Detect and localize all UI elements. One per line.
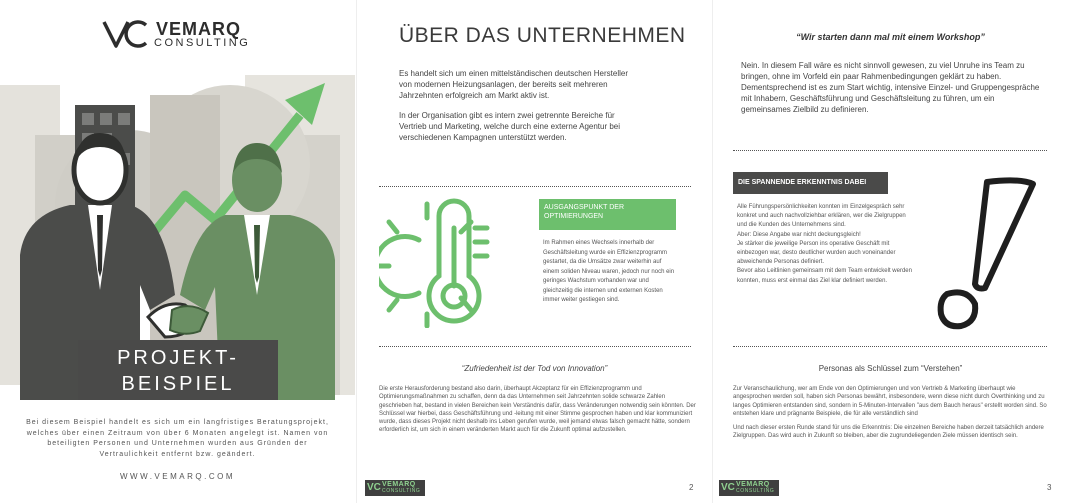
- title-line-2: BEISPIEL: [121, 373, 235, 395]
- insight-line: Bevor also Leitlinien gemeinsam mit dem Team entwickelt werden konnten, muss erst einmal das Ziel klar definiert werden.: [737, 268, 912, 284]
- intro-paragraph: In der Organisation gibt es intern zwei getrennte Bereiche für Vertrieb und Marketing, welche durch eine externe Agentur bei verschiedenen Kampagnen unterstützt werden.: [399, 111, 621, 142]
- quote: “Zufriedenheit ist der Tod von Innovation”: [461, 364, 608, 373]
- starting-point-label: AUSGANGSPUNKT DER OPTIMIERUNGEN: [539, 199, 676, 230]
- project-title-box: [78, 340, 278, 400]
- page-number: 3: [1047, 483, 1052, 492]
- insight-line: Aber: Diese Angabe war nicht deckungsgleich!: [737, 231, 861, 238]
- logo-name: VEMARQ: [156, 19, 242, 39]
- dotted-divider: [733, 346, 1047, 347]
- body-text: Die erste Herausforderung bestand also darin, überhaupt Akzeptanz für ein Effizienzprogramm und Optimierungsmaßnahmen zu schaffen, denn da das Unternehmen seit Jahrzehnten solide schwarze Zahlen geschrieben hat, bestand in vielen Bereichen kein Verständnis dafür, dass Veränderungen notwendig sein könnten. Der Schlüssel war hierbei, dass Geschäftsführung und -leitung mit einer Stimme gesprochen haben und klar kommuniziert wurde, dass dieses Projekt nicht deshalb ins Leben gerufen wurde, weil jemand etwas falsch gemacht hätte, sondern erforderlich ist, um sich in einem veränderten Markt auch für die Zukunft optimal aufzustellen.: [379, 386, 696, 434]
- dotted-divider: [379, 346, 691, 347]
- vemarq-logo-mark: VC: [367, 482, 381, 493]
- workshop-heading: “Wir starten dann mal mit einem Workshop”: [796, 32, 985, 42]
- body-paragraph: Zur Veranschaulichung, wer am Ende von den Optimierungen und von Vertrieb & Marketing überhaupt wie angesprochen werden soll, haben sich Personas bewährt, insbesondere, wenn diese nicht durch Overthinking und zu langes Optimieren entstanden sind, sondern in 5-Minuten-Intervallen "aus dem Bauch heraus" erstellt worden sind. So entstehen klare und prägnante Beispiele, die für alle verständlich sind: [733, 386, 1047, 417]
- footer-logo-name: VEMARQ: [382, 481, 416, 488]
- footer-logo-name: VEMARQ: [736, 481, 770, 488]
- page-2: [356, 0, 711, 503]
- workshop-intro: [741, 60, 1046, 115]
- exclamation-mark-icon: [925, 176, 1045, 336]
- body-paragraph: Und nach dieser ersten Runde stand für uns die Erkenntnis: Die einzelnen Bereiche haben derzeit tatsächlich andere Zielgruppen. Das wird auch in Zukunft so bleiben, aber die zugrundeliegenden Ziele müssen identisch sein.: [733, 425, 1044, 440]
- personas-heading: Personas als Schlüssel zum “Verstehen”: [818, 364, 963, 373]
- insight-line: Alle Führungspersönlichkeiten konnten im Einzelgespräch sehr konkret und auch nachvollziehbar erklären, wer die Zielgruppen und die Kunden des Unternehmens sind.: [737, 204, 906, 229]
- thermometer-sun-icon: [379, 198, 519, 328]
- intro-paragraph: Es handelt sich um einen mittelständischen deutschen Hersteller von modernen Heizungsanlagen, der bereits seit mehreren Jahrzehnten erfolgreich am Markt aktiv ist.: [399, 69, 629, 100]
- dotted-divider: [733, 150, 1047, 151]
- insight-line: Je stärker die jeweilige Person ins operative Geschäft mit einbezogen war, desto deutlicher wurden auch voneinander abweichende Personas definiert.: [737, 240, 896, 266]
- footer-logo-subtitle: CONSULTING: [382, 488, 421, 494]
- website-url[interactable]: WWW.VEMARQ.COM: [120, 472, 235, 481]
- body-text: [733, 385, 1055, 447]
- page-title: ÜBER DAS UNTERNEHMEN: [399, 24, 686, 47]
- vemarq-logo-mark: [100, 16, 152, 52]
- intro-paragraph: Nein. In diesem Fall wäre es nicht sinnvoll gewesen, zu viel Unruhe ins Team zu bringen, ohne im Vorfeld ein paar Rahmenbedingungen geklärt zu haben.: [741, 61, 1025, 81]
- footer-logo-subtitle: CONSULTING: [736, 488, 775, 494]
- title-line-1: PROJEKT-: [117, 347, 239, 369]
- page-number: 2: [689, 483, 694, 492]
- page-3: [712, 0, 1067, 503]
- page-1-cover: [0, 0, 355, 503]
- starting-point-text: Im Rahmen eines Wechsels innerhalb der Geschäftsleitung wurde ein Effizienzprogramm gestartet, da die Umsätze zwar weiterhin auf einem soliden Niveau waren, jedoch nur noch ein geringes Wachstum vorhanden war und gleichzeitig die internen und externen Kosten immer weiter gestiegen sind.: [543, 240, 675, 303]
- vemarq-logo-mark: VC: [721, 482, 735, 493]
- insight-text: [737, 203, 917, 286]
- insight-label: DIE SPANNENDE ERKENNTNIS DABEI: [733, 172, 888, 194]
- logo-subtitle: CONSULTING: [154, 37, 251, 49]
- cover-description: Bei diesem Beispiel handelt es sich um ein langfristiges Beratungsprojekt, welches über einen Zeitraum von über 6 Monaten angelegt ist. Namen von beteiligten Personen und Unternehmen wurden aus Gründen der Vertraulichkeit entfernt bzw. geändert.: [26, 419, 329, 458]
- footer-logo: [719, 480, 779, 496]
- footer-logo: [365, 480, 425, 496]
- intro-paragraph: Dementsprechend ist es zum Start wichtig, intensive Einzel- und Gruppengespräche mit Inhabern, Geschäftsführung und Geschäftsleitung zu führen, um ein gemeinsames Zielbild zu definieren.: [741, 83, 1040, 114]
- company-intro: [399, 68, 634, 152]
- dotted-divider: [379, 186, 691, 187]
- vemarq-logo: [100, 16, 260, 52]
